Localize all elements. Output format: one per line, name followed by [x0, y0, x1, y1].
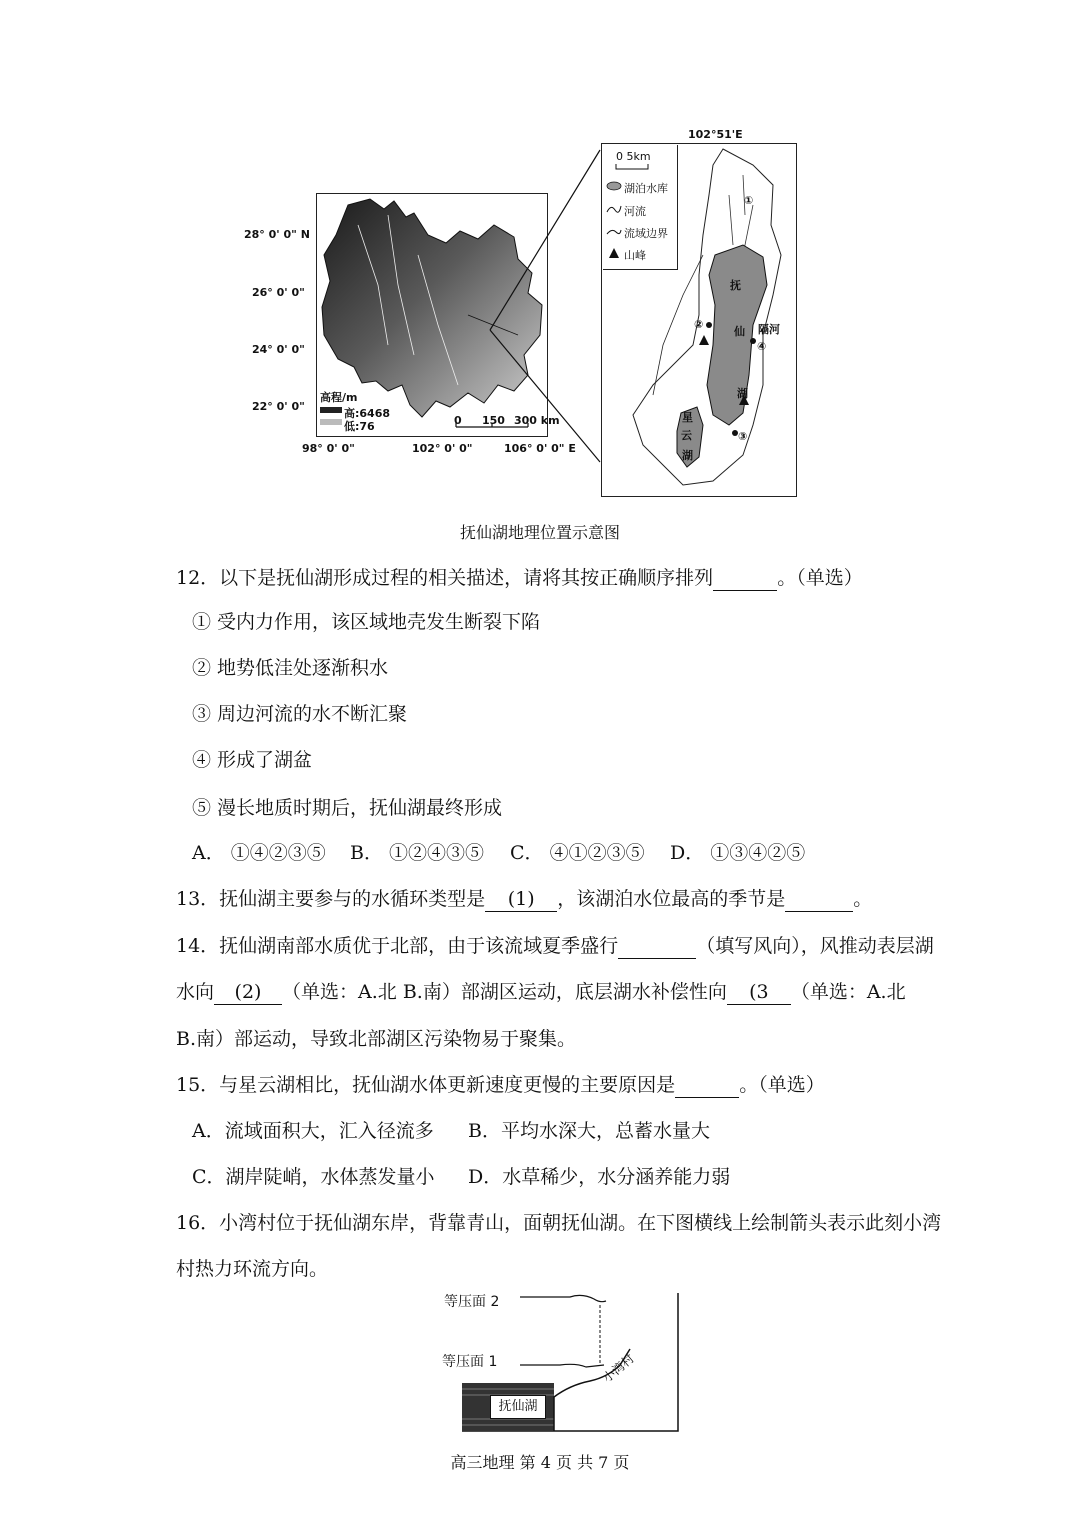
q14-text: （单选：A.北 B.南）部湖区运动，底层湖水补偿性向 — [282, 981, 727, 1003]
village-label: 小湾村 — [600, 1351, 637, 1386]
lat-label: 22° 0' 0" — [252, 400, 305, 413]
lake-name-char: 仙 — [734, 325, 745, 338]
page-footer: 高三地理 第 4 页 共 7 页 — [450, 1453, 630, 1472]
lake-name-char: 抚 — [730, 279, 741, 292]
question-14-line3: B.南）部运动，导致北部湖区污染物易于聚集。 — [176, 1028, 577, 1050]
q15-option-b[interactable]: B．平均水深大，总蓄水量大 — [468, 1120, 710, 1142]
question-12-stem — [176, 566, 863, 591]
q12-option-c[interactable]: C． ④①②③⑤ — [510, 842, 645, 864]
q14-blank-3[interactable]: (3 — [727, 980, 791, 1005]
q14-text: （单选：A.北 — [790, 981, 906, 1003]
isobar-1-line[interactable] — [520, 1364, 604, 1367]
q12-option-d[interactable]: D． ①③④②⑤ — [670, 842, 806, 864]
zoom-connector — [480, 140, 610, 470]
isobar-2-line[interactable] — [520, 1295, 606, 1301]
q14-text: 水向 — [176, 981, 215, 1003]
marker-label: ④ — [757, 340, 767, 353]
q15-option-a[interactable]: A．流域面积大，汇入径流多 — [192, 1120, 434, 1142]
q15-answer-blank[interactable] — [675, 1073, 739, 1098]
isobar-1-label: 等压面 1 — [442, 1354, 498, 1370]
small-lake-char: 云 — [681, 429, 692, 442]
q13-blank-season[interactable] — [785, 887, 853, 912]
legend-label: 山峰 — [624, 249, 646, 262]
inset-longitude: 102°51'E — [688, 128, 743, 141]
scale-label: 300 km — [514, 414, 560, 427]
lake-name-char: 湖 — [737, 387, 748, 400]
legend-label: 流域边界 — [624, 227, 668, 240]
q13-text: 13．抚仙湖主要参与的水循环类型是 — [176, 888, 486, 910]
small-lake-char: 星 — [682, 411, 693, 424]
q12-answer-blank[interactable] — [713, 566, 777, 591]
q14-blank-2[interactable]: (2) — [214, 980, 282, 1005]
q12-item: ③ 周边河流的水不断汇聚 — [192, 703, 408, 725]
q12-item: ② 地势低洼处逐渐积水 — [192, 657, 389, 679]
q12-stem-suffix: 。（单选） — [777, 567, 863, 589]
q15-text: 15．与星云湖相比，抚仙湖水体更新速度更慢的主要原因是 — [176, 1074, 676, 1096]
scale-label: 0 — [454, 414, 462, 427]
question-16-line1: 16．小湾村位于抚仙湖东岸，背靠青山，面朝抚仙湖。在下图横线上绘制箭头表示此刻小湾 — [176, 1212, 942, 1234]
figure-caption: 抚仙湖地理位置示意图 — [459, 523, 620, 542]
lon-label: 98° 0' 0" — [302, 442, 355, 455]
question-15-stem — [176, 1073, 825, 1098]
q15-option-d[interactable]: D．水草稀少，水分涵养能力弱 — [468, 1166, 731, 1188]
inset-scale-label: 0 5km — [616, 150, 651, 163]
isobar-2-label: 等压面 2 — [444, 1294, 500, 1310]
elevation-high: 高:6468 — [344, 407, 391, 420]
point-marker-icon — [750, 338, 756, 344]
marker-label: ① — [744, 194, 754, 207]
q13-text: ，该湖泊水位最高的季节是 — [557, 888, 786, 910]
q14-text: （填写风向），风推动表层湖 — [696, 935, 934, 957]
legend-label: 湖泊水库 — [624, 182, 668, 195]
q14-text: 14．抚仙湖南部水质优于北部，由于该流域夏季盛行 — [176, 935, 619, 957]
q14-wind-blank[interactable] — [618, 934, 696, 959]
lake-label: 抚仙湖 — [490, 1395, 546, 1419]
marker-label: ③ — [738, 430, 748, 443]
elevation-low: 低:76 — [344, 420, 375, 433]
lon-label: 106° 0' 0" E — [504, 442, 576, 455]
q12-item: ⑤ 漫长地质时期后，抚仙湖最终形成 — [192, 797, 503, 819]
q15-text: 。（单选） — [739, 1074, 825, 1096]
q12-option-b[interactable]: B． ①②④③⑤ — [350, 842, 485, 864]
question-13 — [176, 887, 872, 912]
elevation-title: 高程/m — [320, 391, 358, 404]
q13-text: 。 — [853, 888, 873, 910]
marker-label: ② — [694, 318, 704, 331]
lat-label: 24° 0' 0" — [252, 343, 305, 356]
lat-label: 26° 0' 0" — [252, 286, 305, 299]
question-16-line2: 村热力环流方向。 — [176, 1258, 329, 1280]
river-label: 隔河 — [758, 323, 780, 336]
question-14-line1 — [176, 934, 934, 959]
q12-item: ④ 形成了湖盆 — [192, 749, 313, 771]
q15-option-c[interactable]: C．湖岸陡峭，水体蒸发量小 — [192, 1166, 435, 1188]
scale-label: 150 — [482, 414, 505, 427]
basin-boundary — [633, 149, 781, 485]
q13-blank-1[interactable]: (1) — [485, 887, 557, 912]
q12-stem-text: 12．以下是抚仙湖形成过程的相关描述，请将其按正确顺序排列 — [176, 567, 714, 589]
small-lake-char: 湖 — [682, 449, 693, 462]
q12-option-a[interactable]: A． ①④②③⑤ — [192, 842, 326, 864]
peak-icon — [699, 335, 709, 345]
point-marker-icon — [706, 322, 712, 328]
q12-item: ① 受内力作用，该区域地壳发生断裂下陷 — [192, 611, 541, 633]
lon-label: 102° 0' 0" — [412, 442, 473, 455]
question-14-line2 — [176, 980, 906, 1005]
legend-label: 河流 — [624, 205, 646, 218]
lat-label: 28° 0' 0" N — [244, 228, 310, 241]
